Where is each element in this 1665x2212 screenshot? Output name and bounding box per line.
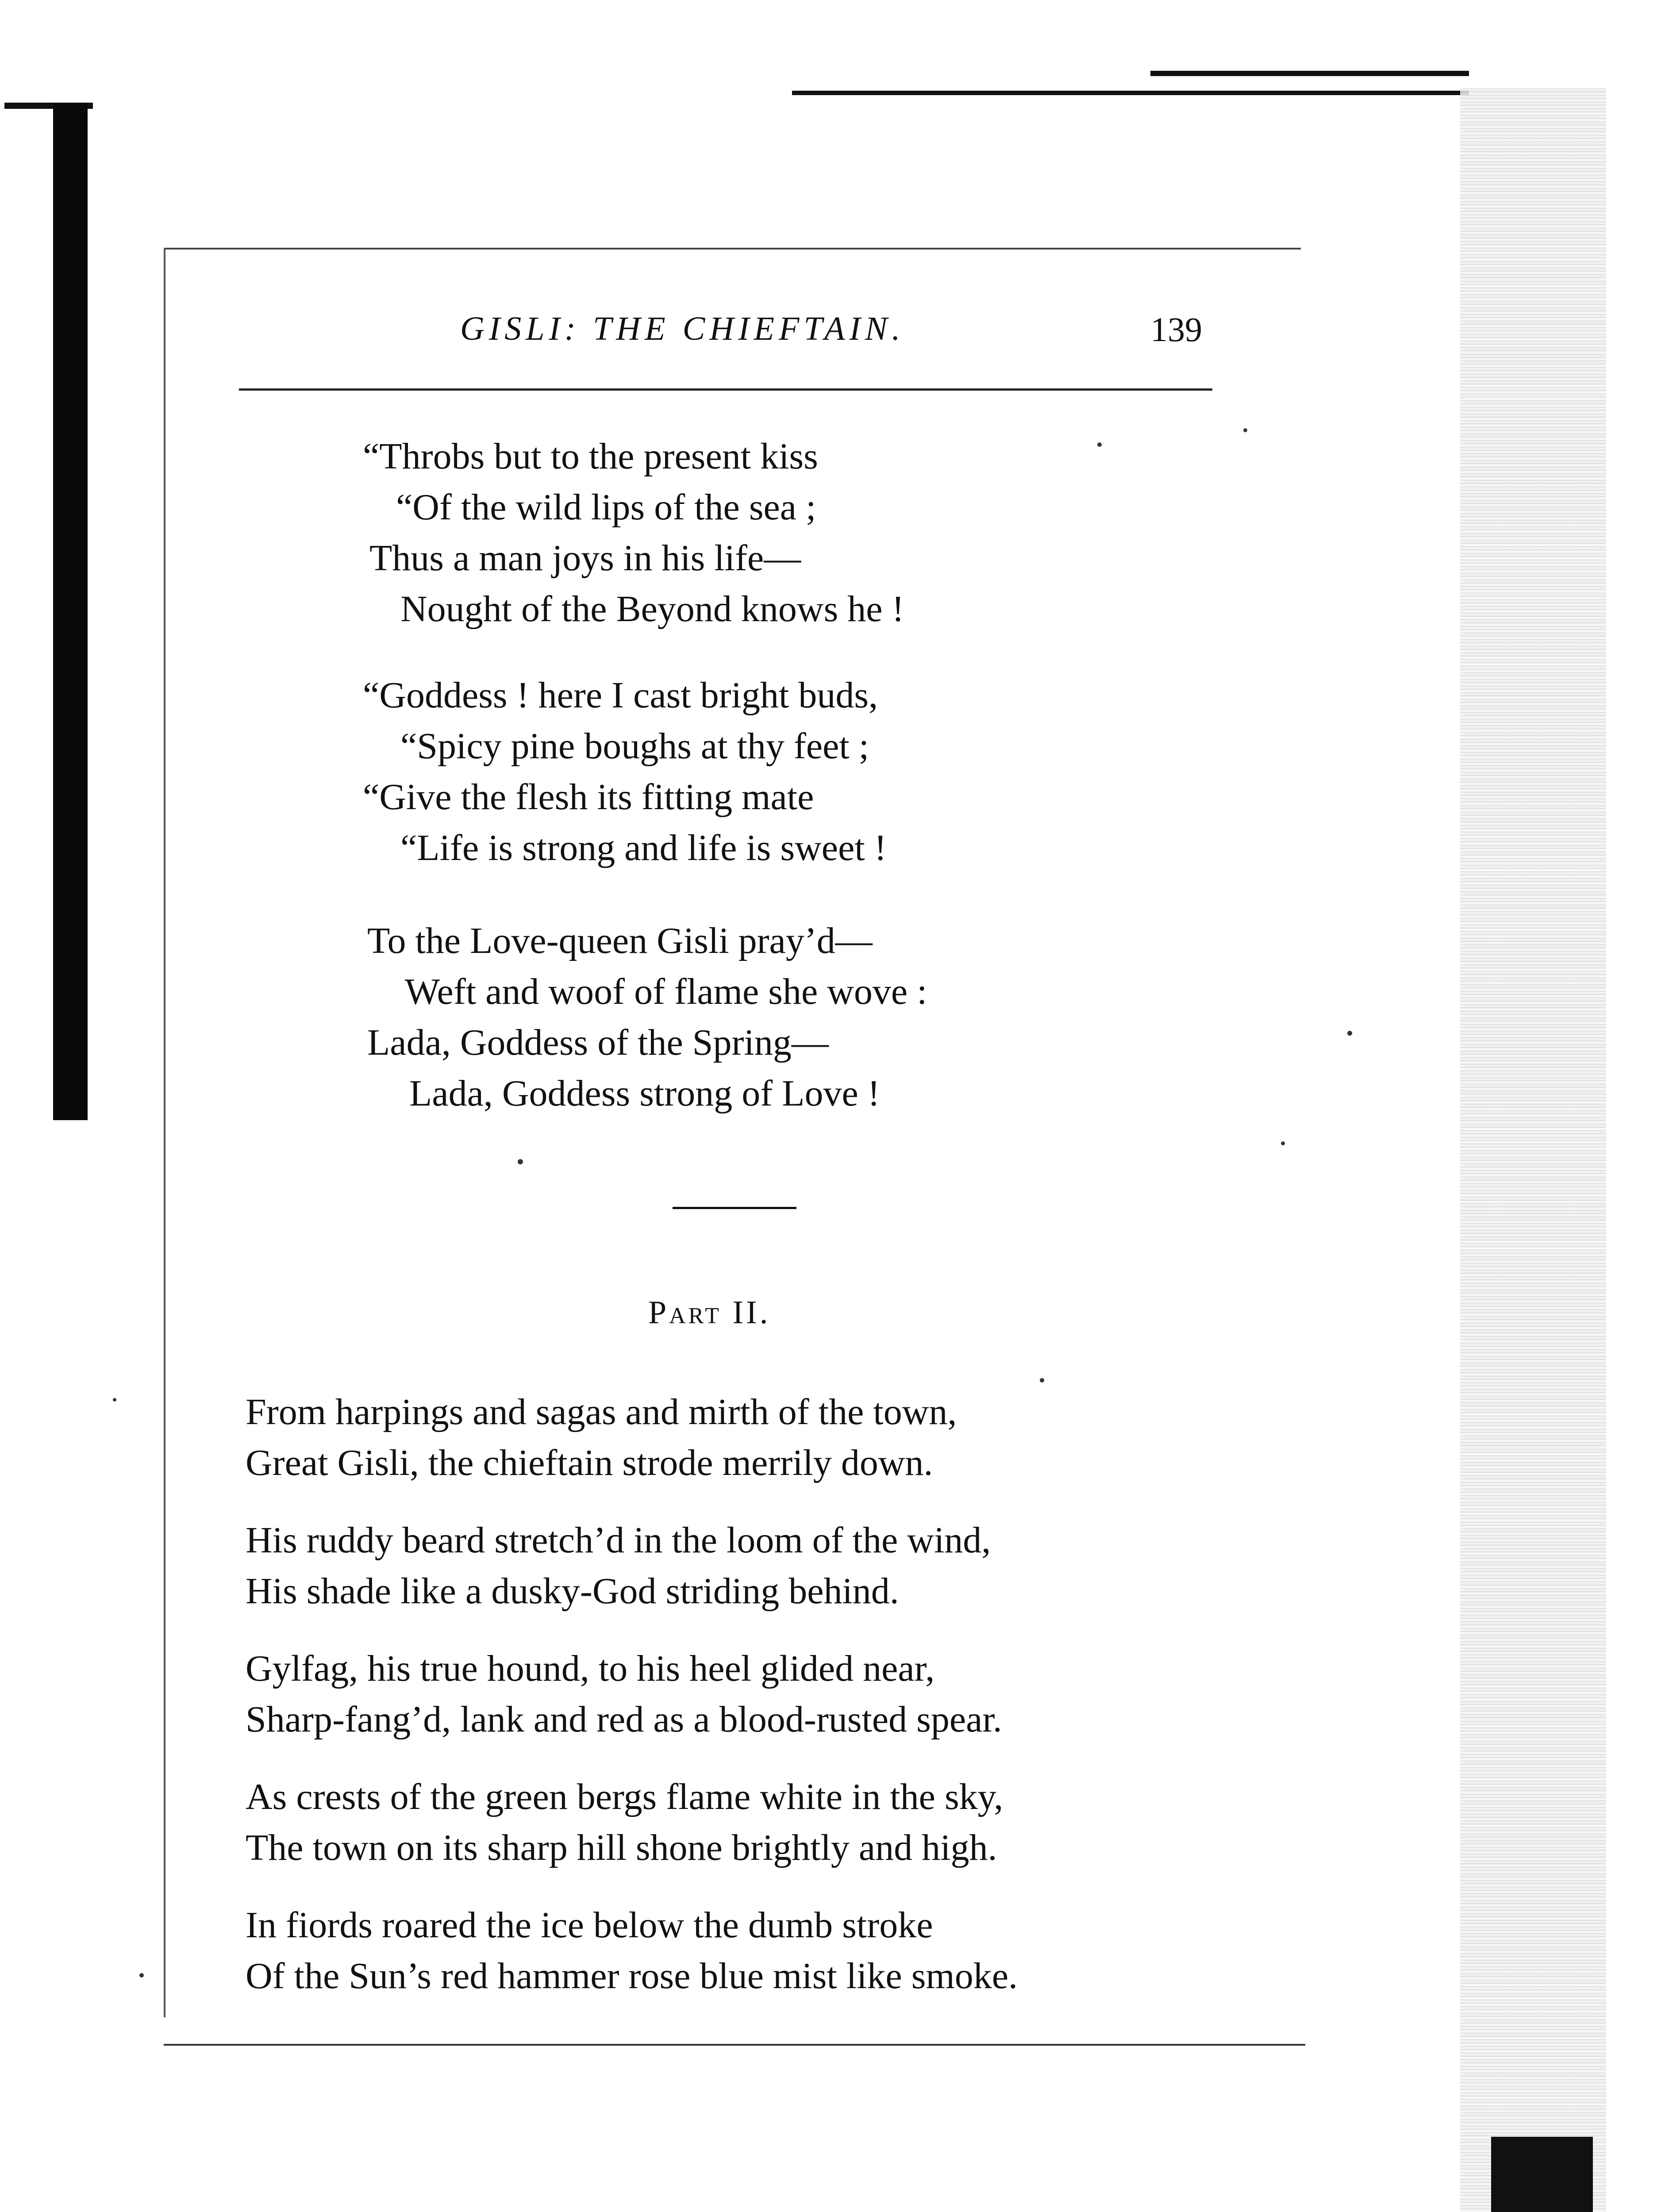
poem-line: His shade like a dusky-God striding behind.: [246, 1571, 899, 1612]
scan-speck: [518, 1159, 523, 1164]
scan-speck: [1097, 442, 1102, 447]
poem-line: “Give the flesh its fitting mate: [363, 776, 814, 818]
poem-line: Sharp-fang’d, lank and red as a blood-rusted spear.: [246, 1699, 1002, 1740]
scan-speck: [1347, 1031, 1352, 1036]
poem-line: From harpings and sagas and mirth of the town,: [246, 1391, 957, 1432]
poem-line: “Life is strong and life is sweet !: [400, 827, 887, 868]
poem-line: To the Love-queen Gisli pray’d—: [367, 920, 873, 961]
scan-speck: [1281, 1141, 1285, 1145]
scan-speck: [113, 1398, 116, 1402]
scan-speck: [1040, 1378, 1044, 1382]
poem-line: “Of the wild lips of the sea ;: [396, 487, 816, 528]
poem-line: Weft and woof of flame she wove :: [405, 971, 927, 1012]
poem-line: Lada, Goddess strong of Love !: [409, 1073, 880, 1114]
poem-line: Thus a man joys in his life—: [369, 538, 801, 579]
poem-line: Nought of the Beyond knows he !: [400, 588, 904, 630]
scan-top-rule: [792, 91, 1469, 95]
header-rule: [239, 388, 1212, 391]
poem-line: Lada, Goddess of the Spring—: [367, 1022, 829, 1063]
running-title: GISLI: THE CHIEFTAIN.: [460, 310, 905, 347]
poem-line: In fiords roared the ice below the dumb stroke: [246, 1905, 933, 1946]
scan-corner-shadow: [1491, 2137, 1593, 2212]
poem-line: Great Gisli, the chieftain strode merrily down.: [246, 1442, 933, 1483]
poem-line: The town on its sharp hill shone brightly and high.: [246, 1827, 997, 1868]
poem-line: “Throbs but to the present kiss: [363, 436, 818, 477]
page-frame-top: [164, 248, 1301, 250]
scan-edge-bar: [53, 103, 88, 1120]
scan-speck: [1243, 428, 1247, 432]
poem-line: His ruddy beard stretch’d in the loom of the wind,: [246, 1520, 991, 1561]
section-divider: [673, 1207, 796, 1209]
poem-line: As crests of the green bergs flame white in the sky,: [246, 1776, 1004, 1817]
page-number: 139: [1150, 310, 1202, 349]
page-frame-left: [164, 248, 165, 2017]
poem-line: “Spicy pine boughs at thy feet ;: [400, 726, 869, 767]
poem-line: “Goddess ! here I cast bright buds,: [363, 675, 878, 716]
poem-line: Gylfag, his true hound, to his heel glided near,: [246, 1648, 935, 1689]
poem-line: Of the Sun’s red hammer rose blue mist like smoke.: [246, 1955, 1018, 1997]
part-title: Part II.: [648, 1294, 771, 1331]
scan-speck: [139, 1973, 144, 1978]
page-frame-bottom: [164, 2044, 1305, 2046]
scan-page-edge: [1460, 88, 1606, 2212]
scan-top-edge: [1150, 71, 1469, 76]
